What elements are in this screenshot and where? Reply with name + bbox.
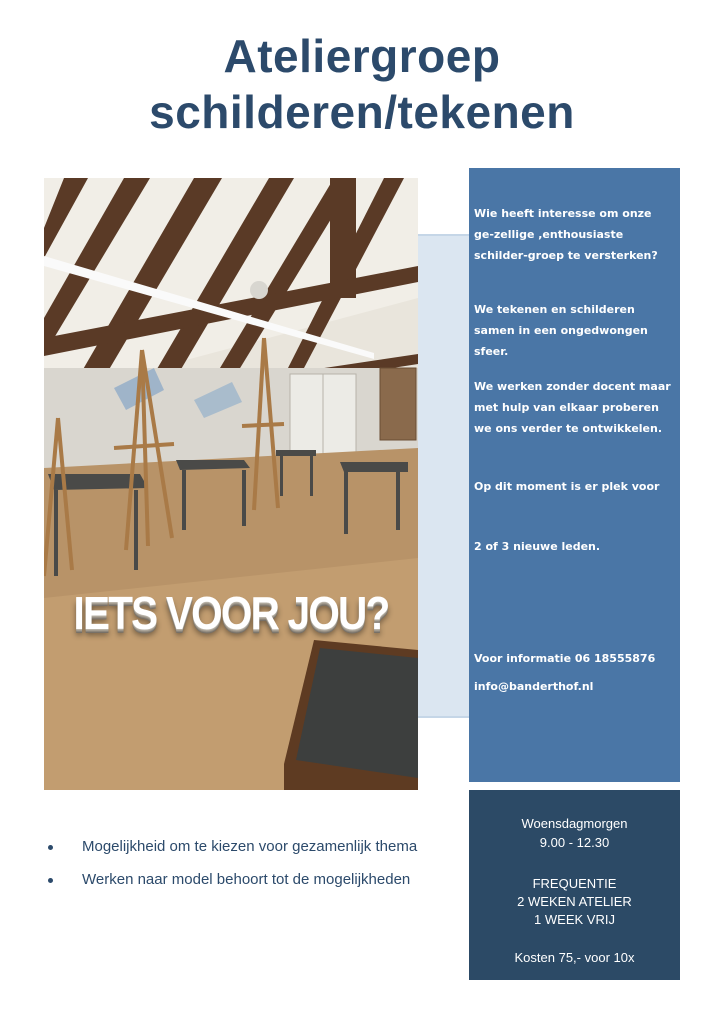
frequency-label: FREQUENTIE xyxy=(532,876,617,891)
connector-band xyxy=(418,234,470,718)
email-link[interactable]: info@banderthof.nl xyxy=(474,680,594,693)
together-text: We tekenen en schilderen samen in een ongedwongen sfeer. xyxy=(474,303,648,358)
bullet-icon xyxy=(48,845,53,850)
schedule-time: 9.00 - 12.30 xyxy=(539,835,610,850)
schedule-day: Woensdagmorgen xyxy=(521,816,628,831)
atelier-photo xyxy=(44,178,418,790)
cost-text: Kosten 75,- voor 10x xyxy=(514,950,635,965)
availability-text: Op dit moment is er plek voor xyxy=(474,480,660,493)
frequency-off: 1 WEEK VRIJ xyxy=(534,912,615,927)
phone-info: Voor informatie 06 18555876 xyxy=(474,652,656,665)
list-item xyxy=(44,836,454,869)
info-panel xyxy=(469,168,680,782)
title-line-2: schilderen/tekenen xyxy=(149,86,575,138)
atelier-photo-illustration xyxy=(44,178,418,790)
slogan: IETS VOOR JOU? xyxy=(73,587,389,639)
list-item-text: Mogelijkheid om te kiezen voor gezamenlijk thema xyxy=(82,838,418,855)
list-item xyxy=(44,869,454,902)
title-line-1: Ateliergroep xyxy=(223,30,501,82)
new-members-text: 2 of 3 nieuwe leden. xyxy=(474,540,601,553)
bullet-icon xyxy=(48,878,53,883)
list-item-text: Werken naar model behoort tot de mogelijkheden xyxy=(82,871,411,888)
page-title xyxy=(0,28,724,140)
schedule-panel xyxy=(469,790,680,980)
no-teacher-text: We werken zonder docent maar met hulp van elkaar proberen we ons verder te ontwikkelen. xyxy=(474,380,671,435)
intro-text: Wie heeft interesse om onze ge-zellige ,enthousiaste schilder-groep te versterken? xyxy=(474,207,658,262)
frequency-on: 2 WEKEN ATELIER xyxy=(517,894,632,909)
feature-list xyxy=(44,836,454,902)
